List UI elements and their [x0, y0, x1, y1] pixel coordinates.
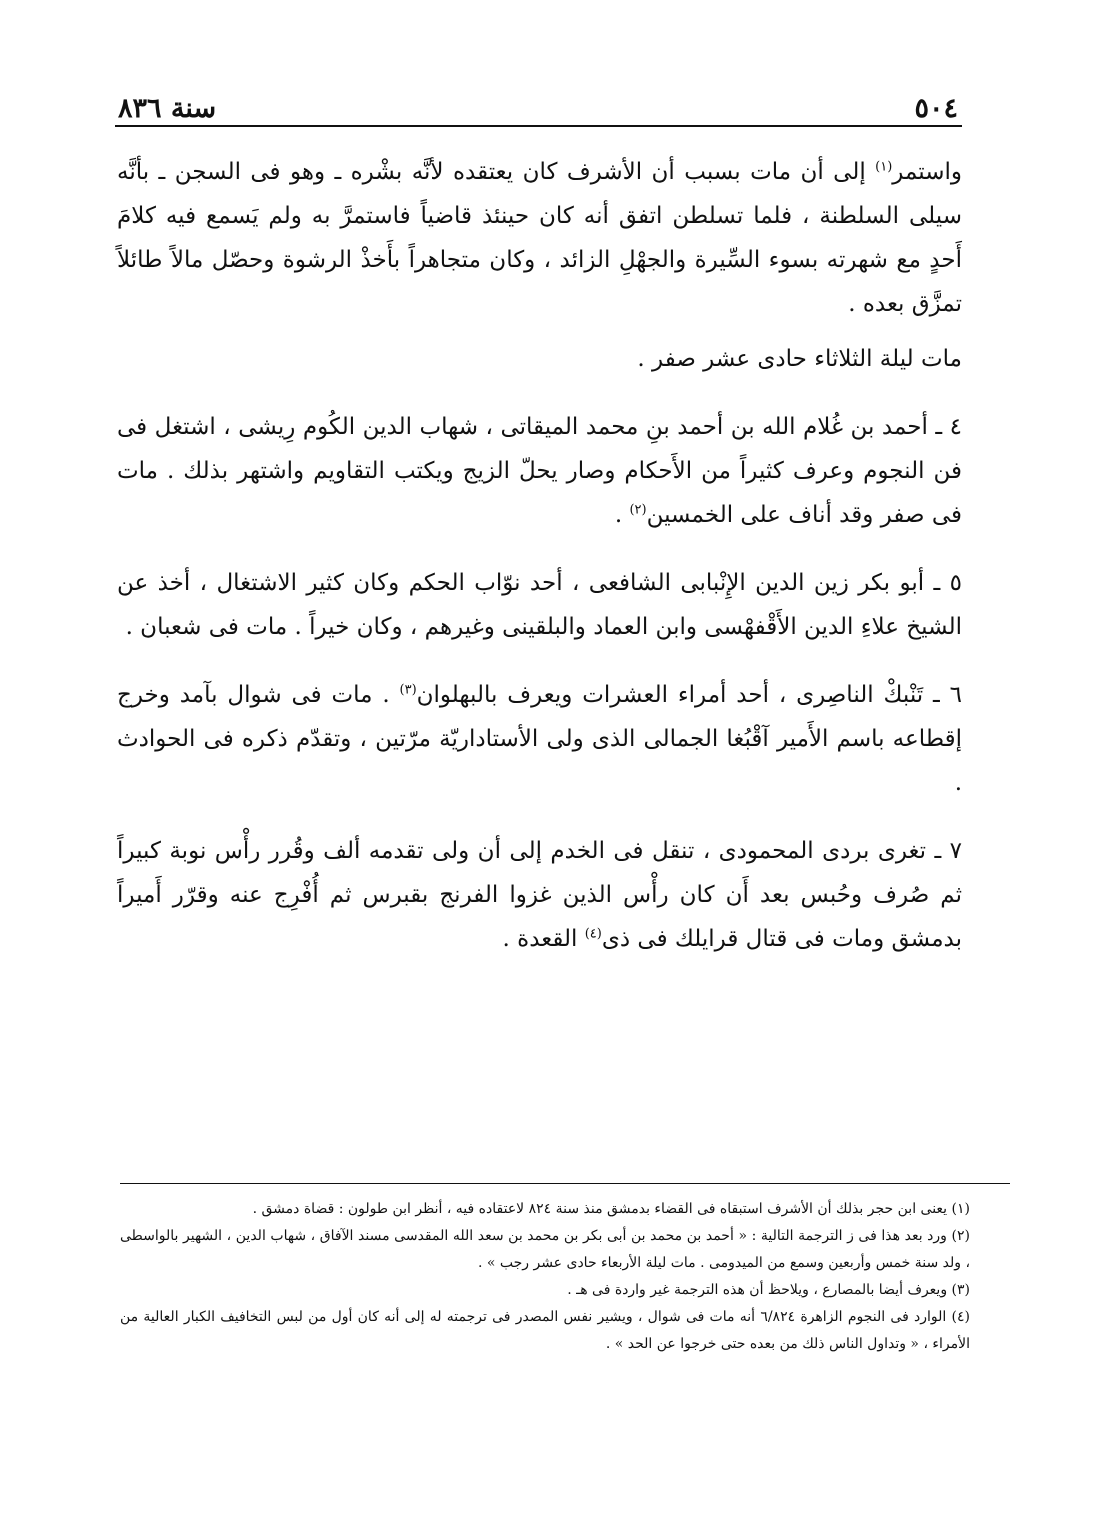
header-rule [115, 125, 962, 127]
page-header [118, 84, 958, 124]
footnote-2: (٢) ورد بعد هذا فى ز الترجمة التالية : « أحمد بن محمد بن أبى بكر بن محمد بن سعد الله المقدسى مسند الآفاق ، شهاب الدين ، الشهير بالواسطى ، ولد سنة خمس وأربعين وسمع من الميدومى . مات ليلة الأربعاء حادى عشر رجب » . [120, 1228, 970, 1271]
entry-4: ٤ ـ أحمد بن غُلام الله بن أحمد بنِ محمد الميقاتى ، شهاب الدين الكُوم رِيشى ، اشتغل فى فن النجوم وعرف كثيراً من الأَحكام وصار يحلّ الزيج ويكتب التقاويم واشتهر بذلك . مات فى صفر وقد أناف على الخمسين$^{(٢)}$ . [117, 414, 962, 528]
footnote-1: (١) يعنى ابن حجر بذلك أن الأشرف استبقاه فى القضاء بدمشق منذ سنة ٨٢٤ لاعتقاده فيه ، أنظر ابن طولون : قضاة دمشق . [252, 1201, 970, 1217]
footnotes [120, 1196, 970, 1358]
main-text [117, 150, 962, 961]
paragraph-2: مات ليلة الثلاثاء حادى عشر صفر . [637, 346, 962, 372]
footnote-4: (٤) الوارد فى النجوم الزاهرة ٦/٨٢٤ أنه مات فى شوال ، ويشير نفس المصدر فى ترجمته له إلى أنه كان أول من لبس التخافيف الكبار العالية من الأمراء ، « وتداول الناس ذلك من بعده حتى خرجوا عن الحد » . [120, 1309, 970, 1352]
entry-7: ٧ ـ تغرى بردى المحمودى ، تنقل فى الخدم إلى أن ولى تقدمه ألف وقُرر رأْس نوبة كبيراً ثم صُرف وحُبس بعد أَن كان رأْس الذين غزوا الفرنج بقبرس ثم أُفْرِج عنه وقرّر أَميراً بدمشق ومات فى قتال قرايلك فى ذى$^{(٤)}$ القعدة . [117, 838, 962, 952]
footnote-ref-4: (٤) [584, 926, 602, 942]
entry-5: ٥ ـ أبو بكر زين الدين الإِنْبابى الشافعى ، أحد نوّاب الحكم وكان كثير الاشتغال ، أخذ عن الشيخ علاءِ الدين الأَقْفهْسى وابن العماد والبلقينى وغيرهم ، وكان خيراً . مات فى شعبان . [117, 570, 962, 640]
footnote-ref-2: (٢) [629, 502, 647, 518]
footnote-ref-3: (٣) [399, 682, 417, 698]
entry-6: ٦ ـ تَنْبكْ الناصِرى ، أحد أمراء العشرات ويعرف بالبهلوان$^{(٣)}$ . مات فى شوال بآمد وخرج إقطاعه باسم الأَمير آقْبُغا الجمالى الذى ولى الأستاداريّة مرّتين ، وتقدّم ذكره فى الحوادث . [117, 682, 962, 796]
footnote-rule [120, 1183, 1010, 1184]
running-head-year: سنة ٨٣٦ [118, 93, 217, 124]
footnote-ref-1: (١) [875, 159, 893, 175]
footnote-3: (٣) ويعرف أيضا بالمصارع ، ويلاحظ أن هذه الترجمة غير واردة فى هـ . [567, 1282, 970, 1298]
paragraph-1: واستمر$^{(١)}$ إلى أن مات بسبب أن الأشرف كان يعتقده لأنَّه بشْره ـ وهو فى السجن ـ بأنَّه سيلى السلطنة ، فلما تسلطن اتفق أنه كان حينئذ قاضياً فاستمرَّ به ولم يَسمع فيه كلامَ أَحدٍ مع شهرته بسوء السِّيرة والجهْلِ الزائد ، وكان متجاهراً بأَخذْ الرشوة وحصّل مالاً طائلاً تمزَّق بعده . [117, 159, 962, 317]
page-number: ٥٠٤ [914, 93, 958, 124]
